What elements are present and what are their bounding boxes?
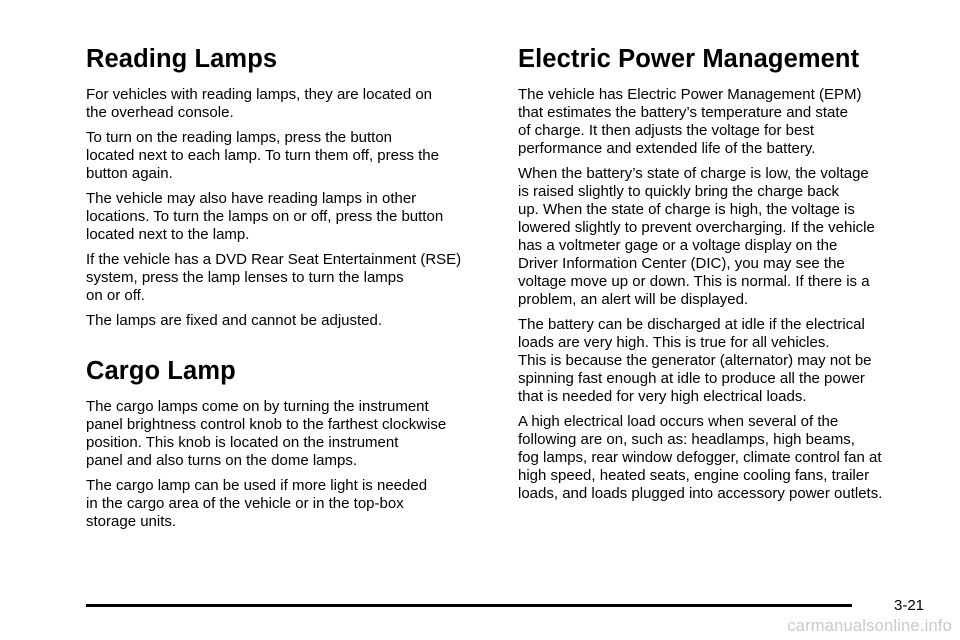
epm-heading: Electric Power Management [518,45,860,73]
cargo-lamp-paragraph-1: The cargo lamps come on by turning the instrument panel brightness control knob to the farthest clockwise position. This knob is located on the instrument panel and also turns on the dome lamps. [86,398,447,469]
reading-lamps-section [86,44,498,330]
reading-lamps-paragraph-4: If the vehicle has a DVD Rear Seat Entertainment (RSE) system, press the lamp lenses to turn the lamps on or off. [86,251,462,304]
reading-lamps-paragraph-5: The lamps are fixed and cannot be adjusted. [86,312,383,329]
electric-power-management-section [518,44,930,503]
epm-paragraph-2: When the battery’s state of charge is low, the voltage is raised slightly to quickly bring the charge back up. When the state of charge is high, the voltage is lowered slightly to prevent overcharging. If the vehicle has a voltmeter gage or a voltage display on the Driver Information Center (DIC), you may see the voltage move up or down. This is normal. If there is a problem, an alert will be displayed. [518,165,875,308]
epm-paragraph-4: A high electrical load occurs when several of the following are on, such as: headlamps, high beams, fog lamps, rear window defogger, climate control fan at high speed, heated seats, engine cooling fans, trailer loads, and loads plugged into accessory power outlets. [518,413,883,502]
reading-lamps-paragraph-1: For vehicles with reading lamps, they are located on the overhead console. [86,86,433,121]
cargo-lamp-section [86,356,498,531]
reading-lamps-heading: Reading Lamps [86,45,278,73]
cargo-lamp-heading: Cargo Lamp [86,357,236,385]
left-column [86,44,498,538]
reading-lamps-paragraph-2: To turn on the reading lamps, press the button located next to each lamp. To turn them off, press the button again. [86,129,439,182]
epm-paragraph-1: The vehicle has Electric Power Management (EPM) that estimates the battery’s temperature and state of charge. It then adjusts the voltage for best performance and extended life of the battery. [518,86,862,157]
epm-paragraph-3: The battery can be discharged at idle if the electrical loads are very high. This is true for all vehicles. This is because the generator (alternator) may not be spinning fast enough at idle to produce all the power that is needed for very high electrical loads. [518,316,872,405]
reading-lamps-paragraph-3: The vehicle may also have reading lamps in other locations. To turn the lamps on or off, press the button located next to the lamp. [86,190,444,243]
page-number: 3-21 [894,597,925,614]
footer-rule [86,604,852,607]
cargo-lamp-paragraph-2: The cargo lamp can be used if more light is needed in the cargo area of the vehicle or in the top-box storage units. [86,477,428,530]
right-column [518,44,930,510]
watermark-text: carmanualsonline.info [787,617,952,635]
